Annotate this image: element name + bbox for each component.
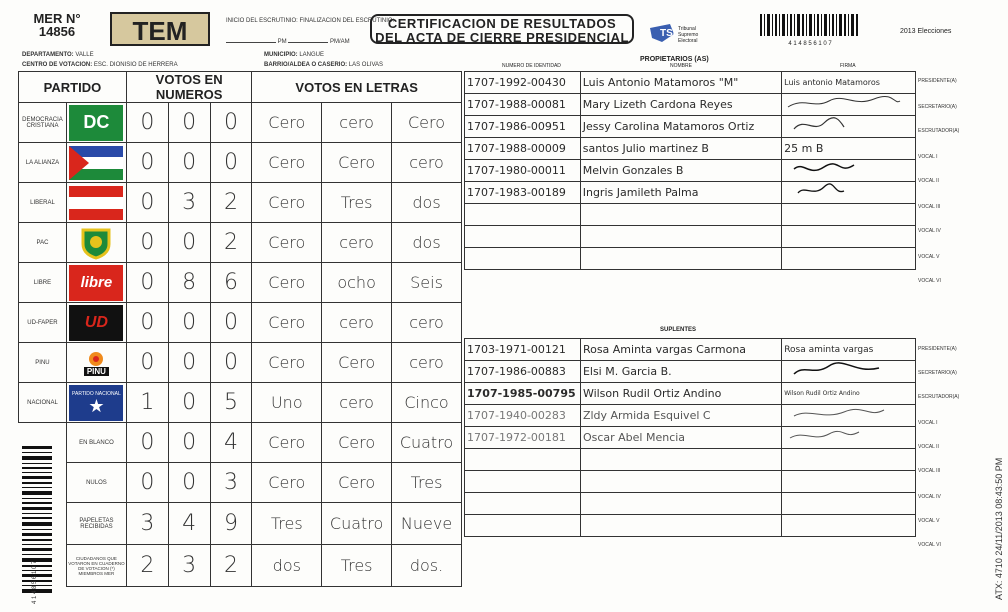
vote-table: [18, 71, 462, 587]
firma-cell: [782, 493, 916, 515]
nombre-cell: Rosa Aminta vargas Carmona: [580, 339, 781, 361]
vote-digit: 0: [126, 303, 168, 343]
nombre-cell: santos Julio martinez B: [580, 138, 781, 160]
inicio-label: INICIO DEL ESCRUTINIO:: [226, 18, 298, 24]
role-label: VOCAL VI: [918, 278, 941, 284]
nombre-cell: Jessy Carolina Matamoros Ortiz: [580, 116, 781, 138]
vote-word: Cero: [322, 463, 392, 503]
pm-label: PM: [277, 39, 287, 45]
propietario-row: [465, 182, 916, 204]
departamento-label: DEPARTAMENTO:: [22, 52, 74, 58]
role-label: VOCAL IV: [918, 494, 941, 500]
signature-icon: [784, 428, 904, 444]
party-logo-pac: [66, 223, 126, 263]
top-barcode-number: 4 1 4 8 5 6 1 0 7: [788, 41, 832, 47]
firma-cell: [782, 361, 916, 383]
nombre-cell: [580, 248, 781, 270]
summary-row: [19, 503, 462, 545]
firma-cell: [782, 471, 916, 493]
vote-digit: 3: [210, 463, 252, 503]
party-row: [19, 303, 462, 343]
departamento-value: VALLE: [75, 52, 94, 58]
vote-digit: 0: [126, 343, 168, 383]
col-identidad: NUMERO DE IDENTIDAD: [502, 63, 561, 69]
vote-digit: 1: [126, 383, 168, 423]
id-cell: 1707-1986-00951: [465, 116, 581, 138]
barrio-label: BARRIO/ALDEA O CASERIO:: [264, 62, 348, 68]
nombre-cell: [580, 515, 781, 537]
departamento-line: [22, 52, 94, 58]
firma-cell: Rosa aminta vargas: [782, 339, 916, 361]
summary-label: PAPELETAS RECIBIDAS: [66, 503, 126, 545]
signature-icon: [784, 117, 904, 133]
id-cell: 1707-1940-00283: [465, 405, 581, 427]
suplentes-title: SUPLENTES: [660, 327, 697, 333]
vote-digit: 0: [126, 143, 168, 183]
party-name: LIBERAL: [19, 183, 67, 223]
vote-word: cero: [392, 143, 462, 183]
party-row: [19, 263, 462, 303]
vote-word: dos: [392, 223, 462, 263]
party-row: [19, 223, 462, 263]
id-cell: [465, 204, 581, 226]
pinu-text: PINU: [84, 367, 109, 376]
vote-digit: 2: [126, 545, 168, 587]
vote-word: cero: [322, 223, 392, 263]
vote-digit: 0: [168, 103, 210, 143]
role-label: VOCAL II: [918, 444, 939, 450]
party-logo-pinu: [66, 343, 126, 383]
role-label: VOCAL IV: [918, 228, 941, 234]
id-cell: [465, 248, 581, 270]
vote-word: Cero: [392, 103, 462, 143]
role-label: VOCAL III: [918, 468, 941, 474]
signature-icon: [784, 362, 904, 378]
mer-number-box: [22, 12, 92, 38]
nombre-cell: Mary Lizeth Cardona Reyes: [580, 94, 781, 116]
col-firma: FIRMA: [840, 63, 856, 69]
mer-label: MER N°: [33, 11, 81, 26]
vote-digit: 0: [168, 463, 210, 503]
party-name: DEMOCRACIA CRISTIANA: [19, 103, 67, 143]
dc-logo-icon: DC: [69, 105, 123, 141]
side-barcode-number: 4 1 4 8 5 6 1 0 7: [32, 560, 38, 604]
suplentes-table: [464, 338, 916, 537]
centro-line: [22, 62, 178, 68]
vote-word: Cero: [252, 223, 322, 263]
fin-field: [288, 32, 328, 43]
vote-digit: 3: [168, 545, 210, 587]
libre-logo-icon: libre: [69, 265, 123, 301]
vote-digit: 8: [168, 263, 210, 303]
propietario-row: [465, 160, 916, 182]
transmission-stamp: ATX: 4710 24/11/2013 08:43:50 PM: [994, 457, 1004, 600]
vote-word: Cero: [252, 303, 322, 343]
vote-digit: 0: [126, 423, 168, 463]
vote-digit: 2: [210, 183, 252, 223]
centro-label: CENTRO DE VOTACION:: [22, 62, 93, 68]
nombre-cell: Zldy Armida Esquivel C: [580, 405, 781, 427]
role-label: SECRETARIO(A): [918, 370, 957, 376]
vote-word: cero: [322, 383, 392, 423]
signature-icon: [784, 183, 904, 199]
id-cell: 1707-1988-00081: [465, 94, 581, 116]
vote-word: cero: [392, 343, 462, 383]
vote-digit: 0: [168, 423, 210, 463]
party-logo-ud: [66, 303, 126, 343]
firma-cell: [782, 248, 916, 270]
suplente-row: [465, 515, 916, 537]
title-line-2: DEL ACTA DE CIERRE PRESIDENCIAL: [375, 30, 629, 45]
vote-word: Cero: [252, 103, 322, 143]
role-label: PRESIDENTE(A): [918, 346, 957, 352]
signature-icon: [784, 161, 904, 177]
firma-cell: [782, 182, 916, 204]
role-label: ESCRUTADOR(A): [918, 128, 960, 134]
vote-word: cero: [322, 103, 392, 143]
propietario-row: [465, 248, 916, 270]
suplente-row: [465, 427, 916, 449]
vote-digit: 0: [168, 223, 210, 263]
id-cell: 1707-1980-00011: [465, 160, 581, 182]
id-cell: 1707-1983-00189: [465, 182, 581, 204]
vote-word: Seis: [392, 263, 462, 303]
title-line-1: CERTIFICACION DE RESULTADOS: [387, 16, 617, 31]
vote-word: Cero: [322, 143, 392, 183]
pac-shield-icon: [69, 225, 123, 261]
propietario-row: [465, 226, 916, 248]
suplente-row: [465, 405, 916, 427]
vote-digit: 4: [210, 423, 252, 463]
firma-cell: [782, 204, 916, 226]
id-cell: 1707-1986-00883: [465, 361, 581, 383]
party-row: [19, 103, 462, 143]
firma-cell: [782, 116, 916, 138]
nombre-cell: [580, 449, 781, 471]
party-logo-alianza: [66, 143, 126, 183]
vote-word: Cero: [252, 463, 322, 503]
propietario-row: [465, 204, 916, 226]
vote-word: Tres: [252, 503, 322, 545]
nombre-cell: [580, 493, 781, 515]
firma-cell: 25 m B: [782, 138, 916, 160]
tse-text: TSE: [660, 28, 680, 39]
party-name: UD-FAPER: [19, 303, 67, 343]
nombre-cell: Wilson Rudil Ortiz Andino: [580, 383, 781, 405]
party-name: PAC: [19, 223, 67, 263]
role-label: VOCAL I: [918, 420, 938, 426]
role-label: SECRETARIO(A): [918, 104, 957, 110]
firma-cell: [782, 405, 916, 427]
party-name: PINU: [19, 343, 67, 383]
col-partido: PARTIDO: [19, 72, 127, 103]
vote-digit: 0: [126, 263, 168, 303]
party-name: LIBRE: [19, 263, 67, 303]
vote-word: dos: [252, 545, 322, 587]
centro-value: ESC. DIONISIO DE HERRERA: [93, 62, 178, 68]
party-logo-libre: [66, 263, 126, 303]
summary-label: EN BLANCO: [66, 423, 126, 463]
vote-digit: 0: [168, 303, 210, 343]
party-name: NACIONAL: [19, 383, 67, 423]
firma-cell: [782, 160, 916, 182]
signature-icon: [784, 95, 904, 111]
id-cell: [465, 515, 581, 537]
summary-row: [19, 423, 462, 463]
propietario-row: [465, 72, 916, 94]
vote-word: Cuatro: [392, 423, 462, 463]
id-cell: 1707-1972-00181: [465, 427, 581, 449]
barrio-line: [264, 62, 383, 68]
vote-digit: 3: [168, 183, 210, 223]
vote-digit: 0: [168, 343, 210, 383]
vote-word: ocho: [322, 263, 392, 303]
vote-word: cero: [322, 303, 392, 343]
role-label: PRESIDENTE(A): [918, 78, 957, 84]
pinu-logo-icon: [69, 345, 123, 381]
vote-word: cero: [392, 303, 462, 343]
vote-digit: 5: [210, 383, 252, 423]
tem-badge: TEM: [110, 12, 210, 46]
id-cell: [465, 449, 581, 471]
vote-digit: 9: [210, 503, 252, 545]
col-votos-numeros: VOTOS EN NUMEROS: [126, 72, 252, 103]
role-label: VOCAL V: [918, 518, 940, 524]
vote-word: Cinco: [392, 383, 462, 423]
nombre-cell: Luis Antonio Matamoros "M": [580, 72, 781, 94]
party-row: [19, 343, 462, 383]
propietario-row: [465, 116, 916, 138]
vote-digit: 0: [210, 143, 252, 183]
firma-cell: [782, 427, 916, 449]
col-votos-letras: VOTOS EN LETRAS: [252, 72, 462, 103]
propietario-row: [465, 138, 916, 160]
vote-digit: 0: [126, 183, 168, 223]
role-label: VOCAL V: [918, 254, 940, 260]
id-cell: [465, 493, 581, 515]
suplente-row: [465, 361, 916, 383]
vote-digit: 6: [210, 263, 252, 303]
nombre-cell: [580, 204, 781, 226]
vote-word: Tres: [322, 183, 392, 223]
fin-label: FINALIZACION DEL ESCRUTINIO:: [299, 18, 395, 24]
nacional-star-icon: PARTIDO NACIONAL ★: [69, 385, 123, 421]
vote-digit: 0: [126, 223, 168, 263]
vote-digit: 2: [210, 545, 252, 587]
suplente-row: [465, 383, 916, 405]
vote-word: Cero: [322, 423, 392, 463]
firma-cell: [782, 515, 916, 537]
side-barcode: [22, 446, 64, 596]
ud-logo-icon: UD: [69, 305, 123, 341]
party-logo-nacional: [66, 383, 126, 423]
vote-digit: 2: [210, 223, 252, 263]
suplente-row: [465, 471, 916, 493]
alianza-flag-icon: [69, 145, 123, 181]
municipio-line: [264, 52, 324, 58]
firma-cell: Luis antonio Matamoros: [782, 72, 916, 94]
mer-number: 14856: [38, 24, 76, 39]
vote-word: dos.: [392, 545, 462, 587]
vote-word: Cero: [252, 423, 322, 463]
id-cell: 1703-1971-00121: [465, 339, 581, 361]
vote-word: Uno: [252, 383, 322, 423]
municipio-value: LANGUE: [299, 52, 325, 58]
top-barcode: [760, 14, 860, 47]
vote-table-header: [19, 72, 462, 103]
role-label: ESCRUTADOR(A): [918, 394, 960, 400]
party-row: [19, 143, 462, 183]
role-label: VOCAL VI: [918, 542, 941, 548]
id-cell: 1707-1992-00430: [465, 72, 581, 94]
pm-am-label: PM/AM: [330, 39, 350, 45]
id-cell: 1707-1988-00009: [465, 138, 581, 160]
nombre-cell: Elsi M. Garcia B.: [580, 361, 781, 383]
nombre-cell: Ingris Jamileth Palma: [580, 182, 781, 204]
municipio-label: MUNICIPIO:: [264, 52, 298, 58]
barrio-value: LAS OLIVAS: [348, 62, 384, 68]
firma-cell: [782, 449, 916, 471]
propietario-row: [465, 94, 916, 116]
summary-row: [19, 545, 462, 587]
vote-digit: 4: [168, 503, 210, 545]
suplente-row: [465, 449, 916, 471]
summary-row: [19, 463, 462, 503]
barcode-icon: [760, 14, 860, 36]
party-row: [19, 183, 462, 223]
time-fields: [226, 32, 356, 45]
vote-word: Cero: [252, 143, 322, 183]
role-label: VOCAL III: [918, 204, 941, 210]
vote-word: Cuatro: [322, 503, 392, 545]
vote-word: Cero: [252, 263, 322, 303]
signature-icon: [784, 406, 904, 422]
document-title: [370, 14, 634, 44]
party-logo-dc: [66, 103, 126, 143]
summary-label: NULOS: [66, 463, 126, 503]
vote-digit: 0: [210, 303, 252, 343]
vote-word: Cero: [252, 183, 322, 223]
firma-cell: Wilson Rudil Ortiz Andino: [782, 383, 916, 405]
vote-word: dos: [392, 183, 462, 223]
vote-digit: 0: [210, 343, 252, 383]
vote-digit: 3: [126, 503, 168, 545]
propietarios-title: PROPIETARIOS (AS): [640, 56, 709, 63]
col-nombre: NOMBRE: [670, 63, 692, 69]
tse-logo: [648, 20, 708, 46]
tse-subtitle: Tribunal Supremo Electoral: [678, 26, 699, 44]
role-label: VOCAL I: [918, 154, 938, 160]
firma-cell: [782, 226, 916, 248]
role-label: VOCAL II: [918, 178, 939, 184]
nacional-logo-text: PARTIDO NACIONAL: [72, 390, 121, 397]
vote-word: Cero: [252, 343, 322, 383]
vote-word: Nueve: [392, 503, 462, 545]
id-cell: 1707-1985-00795: [465, 383, 581, 405]
suplente-row: [465, 339, 916, 361]
barcode-icon: [22, 446, 64, 596]
firma-cell: [782, 94, 916, 116]
vote-digit: 0: [168, 143, 210, 183]
party-logo-liberal: [66, 183, 126, 223]
inicio-field: [226, 32, 276, 43]
summary-label: CIUDADANOS QUE VOTARON EN CUADERNO DE VOTACION (*) MIEMBROS MER: [66, 545, 126, 587]
party-row: [19, 383, 462, 423]
vote-digit: 0: [168, 383, 210, 423]
party-name: LA ALIANZA: [19, 143, 67, 183]
vote-digit: 0: [126, 103, 168, 143]
nombre-cell: Melvin Gonzales B: [580, 160, 781, 182]
liberal-flag-icon: [69, 185, 123, 221]
vote-digit: 0: [210, 103, 252, 143]
vote-digit: 0: [126, 463, 168, 503]
vote-word: Tres: [322, 545, 392, 587]
propietarios-table: [464, 71, 916, 270]
vote-word: Tres: [392, 463, 462, 503]
nombre-cell: [580, 471, 781, 493]
id-cell: [465, 471, 581, 493]
nombre-cell: Oscar Abel Mencia: [580, 427, 781, 449]
id-cell: [465, 226, 581, 248]
elecciones-logo: 2013 Elecciones: [900, 28, 952, 35]
vote-word: Cero: [322, 343, 392, 383]
nombre-cell: [580, 226, 781, 248]
suplente-row: [465, 493, 916, 515]
